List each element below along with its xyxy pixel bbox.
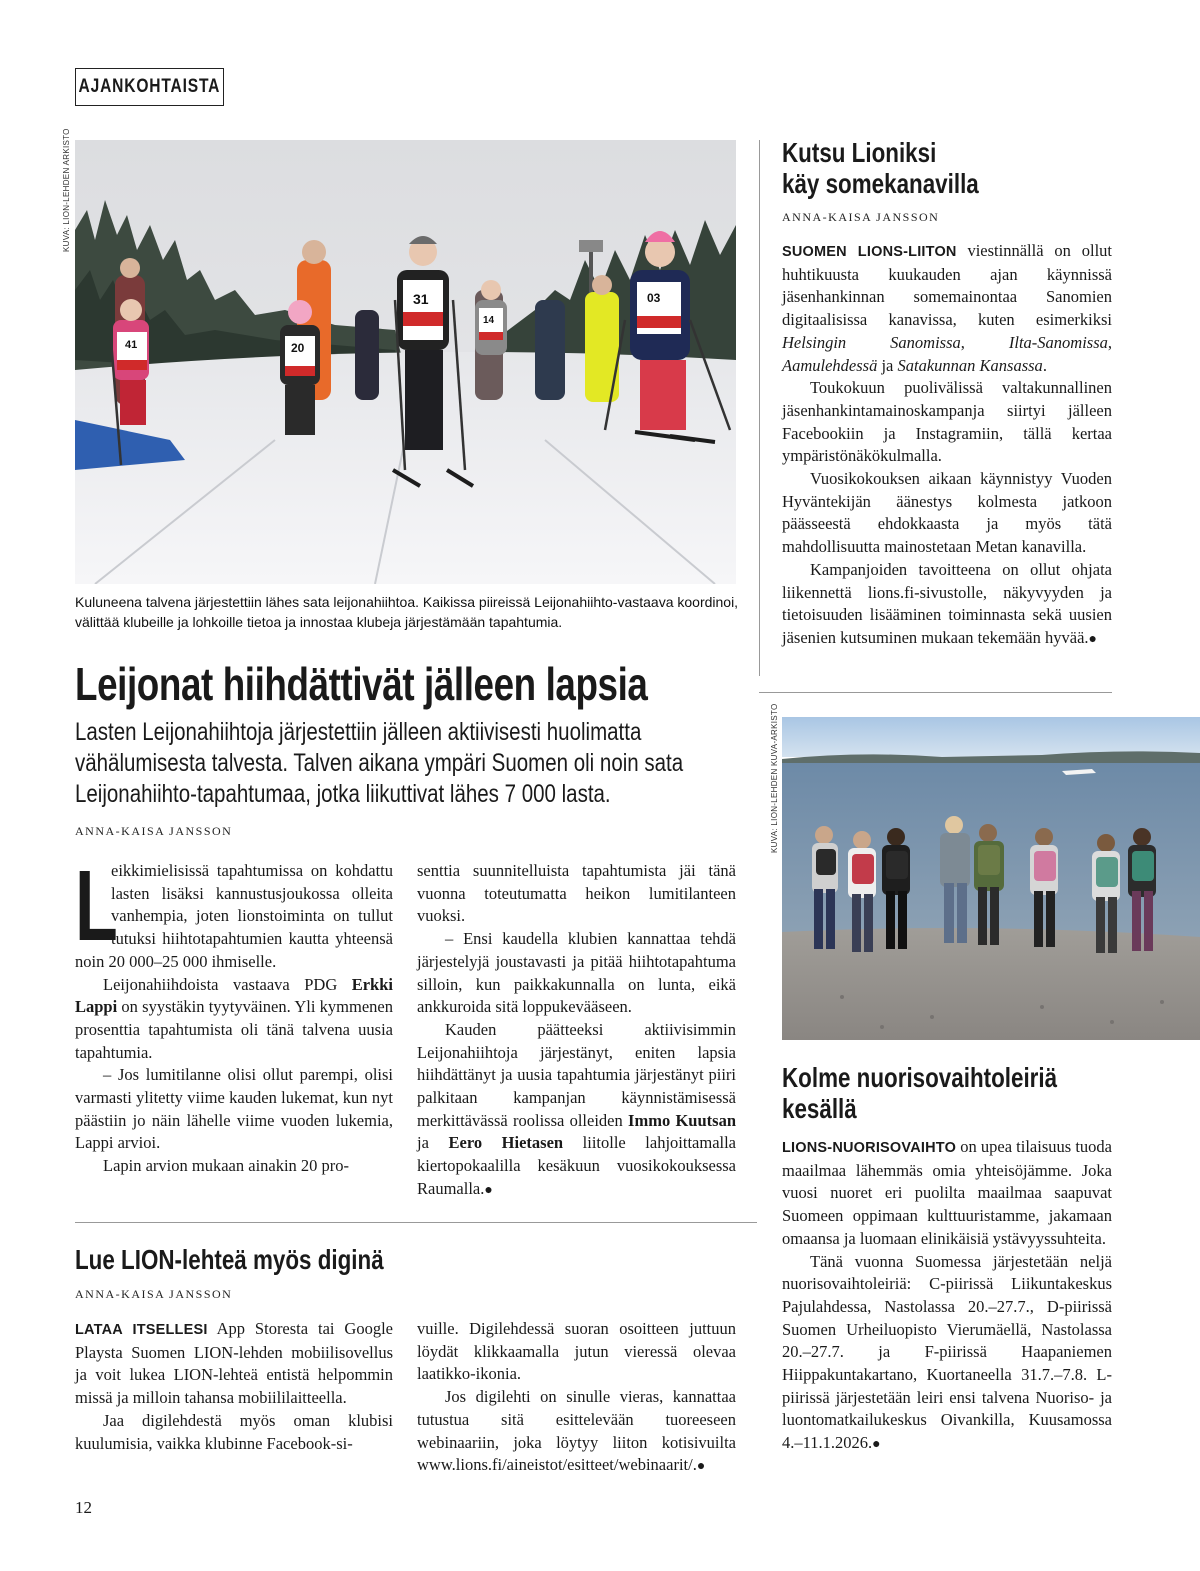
some-byline: ANNA-KAISA JANSSON (782, 210, 940, 224)
bib-number: 03 (647, 291, 661, 305)
main-article-col1: L eikkimielisissä tapahtumissa on kohdattu lasten lisäksi kannustusjoukossa olleita vanhempia, joten lionstoiminta on tullut tutuksi hiihtotapahtumien kautta yhteensä noin 20 000–25 000 ihmiselle. Leijonahiihdoista vastaava PDG Erkki Lappi on syystäkin tyytyväinen. Yli kymmenen prosenttia tapahtumista oli tänä talvena uusia tapahtumia. – Jos lumitilanne olisi ollut parempi, olisi varmasti ylitetty viime kauden lukemat, kun nyt päästiin jo näin lähelle viime vuoden lukemia, Lappi arvioi. Lapin arvion mukaan ainakin 20 pro- (75, 850, 393, 1176)
digi-col1: LATAA ITSELLESI App Storesta tai Google Playsta Suomen LION-lehden mobiilisovellus ja voit lukea LION-lehteä entistä helpommin missä ja milloin tahansa mobiililaitteella. Jaa digilehdestä myös oman klubisi kuulumisia, vaikka klubinne Facebook-si- (75, 1319, 393, 1453)
bib-number: 41 (125, 339, 138, 351)
bib-number: 14 (483, 315, 495, 326)
beach-photo (782, 717, 1200, 1040)
some-body: SUOMEN LIONS-LIITON viestinnällä on ollut huhtikuusta kuukauden ajan käynnissä jäsenhankinnan somemainontaa Sanomien digitaalisissa kanavissa, kuten esimerkiksi Helsingin Sanomissa, Ilta-Sanomissa, Aamulehdessä ja Satakunnan Kansassa. Toukokuun puolivälissä valtakunnallinen jäsenhankintamainoskampanja siirtyi jälleen Facebookiin ja Instagramiin, tällä kertaa ympäristönäkökulmalla. Vuosikokouksen aikaan käynnistyy Vuoden Hyväntekijän äänestys kolmesta jatkoon päässeestä ehdokkaasta ja myös tätä mahdollisuutta mainostetaan Metan kanavilla. Kampanjoiden tavoitteena on ollut ohjata liikennettä lions.fi-sivustolle, näkyvyyden ja tietoisuuden lisääminen toiminnasta sekä uusien jäsenien kutsuminen mukaan tekemään hyvää.● (782, 241, 1112, 647)
end-mark: ● (484, 1182, 493, 1198)
youth-title: Kolme nuorisovaihtoleiriä kesällä (782, 1062, 1058, 1124)
digi-col2: vuille. Digilehdessä suoran osoitteen juttuun löydät klikkaamalla jutun vieressä olevaa laatikko-ikonia. Jos digilehti on sinulle vieras, kannattaa tutustua sitä esittelevään tuoreeseen webinaariin, joka löytyy liiton kotisivuilta www.lions.fi/aineistot/esitteet/webinaarit/.● (417, 1319, 736, 1475)
section-tag: AJANKOHTAISTA (75, 68, 224, 106)
some-title: Kutsu Lioniksi käy somekanavilla (782, 137, 979, 199)
lead-in: SUOMEN LIONS-LIITON (782, 244, 957, 260)
bib-number: 20 (291, 341, 305, 355)
divider (75, 1222, 757, 1223)
main-byline: ANNA-KAISA JANSSON (75, 824, 233, 838)
dropcap: L (75, 850, 118, 962)
ski-photo-illustration (75, 140, 736, 584)
person-name: Immo Kuutsan (628, 1110, 736, 1130)
person-name: Erkki Lappi (75, 974, 393, 1017)
digi-byline: ANNA-KAISA JANSSON (75, 1287, 233, 1301)
column-divider (759, 140, 760, 676)
lead-in: LIONS-NUORISOVAIHTO (782, 1140, 957, 1156)
divider (759, 692, 1112, 693)
youth-body: LIONS-NUORISOVAIHTO on upea tilaisuus tuoda maailmaa lähemmäs omia yhteisöjämme. Joka vuosi nuoret eri puolilta maailmaa saapuvat Suomeen oppimaan kulttuuristamme, jakamaan omaansa ja luomaan elinikäisiä ystävyyssuhteita. Tänä vuonna Suomessa järjestetään neljä nuorisovaihtoleiriä: C-piirissä Liikuntakeskus Pajulahdessa, Nastolassa 20.–27.7., D-piirissä Suomen Urheiluopisto Vierumäellä, Nastolassa 20.–27.7. ja F-piirissä Haapaniemen Hiippakuntakartano, Kuortaneella 31.7.–7.8. L-piirissä järjestetään leiri ensi talvena Nuoriso- ja luontomatkailukeskus Oivankilla, Kuusamossa 4.–11.1.2026.● (782, 1137, 1112, 1453)
person-name: Eero Hietasen (448, 1133, 564, 1153)
main-article-col2: senttia suunnitelluista tapahtumista jäi tänä vuonna toteutumatta heikon lumitilanteen vuoksi. – Ensi kaudella klubien kannattaa tehdä järjestelyjä joustavasti ja pitää hiihtotapahtuma silloin, kun paikkakunnalla on lunta, eikä ankkuroida sitä loppukevääseen. Kauden päätteeksi aktiivisimmin Leijonahiihtoja järjestänyt, eniten lapsia hiihdättänyt ja uusia tapahtumia järjestänyt piiri palkitaan kampanjan käynnistämisessä merkittävässä roolissa olleiden Immo Kuutsan ja Eero Hietasen liitolle lahjoittamalla kiertopokaalilla kesäkuun vuosikokouksessa Raumalla.● (417, 861, 737, 1198)
photo-credit-main: KUVA: LION-LEHDEN ARKISTO (62, 128, 71, 252)
photo-caption: Kuluneena talvena järjestettiin lähes sata leijonahiihtoa. Kaikissa piireissä Leijonahiihto-vastaava koordinoi, välittää klubeille ja lohkoille tietoa ja innostaa klubeja järjestämään tapahtumia. (75, 594, 739, 630)
end-mark: ● (696, 1459, 706, 1475)
end-mark: ● (1088, 631, 1097, 647)
page-number: 12 (75, 1498, 92, 1517)
photo-credit-side: KUVA: LION-LEHDEN KUVA-ARKISTO (770, 703, 779, 853)
lead-in: LATAA ITSELLESI (75, 1322, 208, 1338)
beach-photo-illustration (782, 717, 1200, 1040)
main-headline: Leijonat hiihdättivät jälleen lapsia (75, 658, 648, 710)
ski-photo (75, 140, 736, 584)
end-mark: ● (872, 1437, 881, 1453)
bib-number: 31 (413, 291, 429, 307)
main-lead: Lasten Leijonahiihtoja järjestettiin jälleen aktiivisesti huolimatta vähälumisesta talvesta. Talven aikana ympäri Suomen oli noin sata Leijonahiihto-tapahtumaa, jotka liikuttivat lähes 7 000 lasta. (75, 718, 684, 808)
digi-title: Lue LION-lehteä myös diginä (75, 1244, 384, 1275)
